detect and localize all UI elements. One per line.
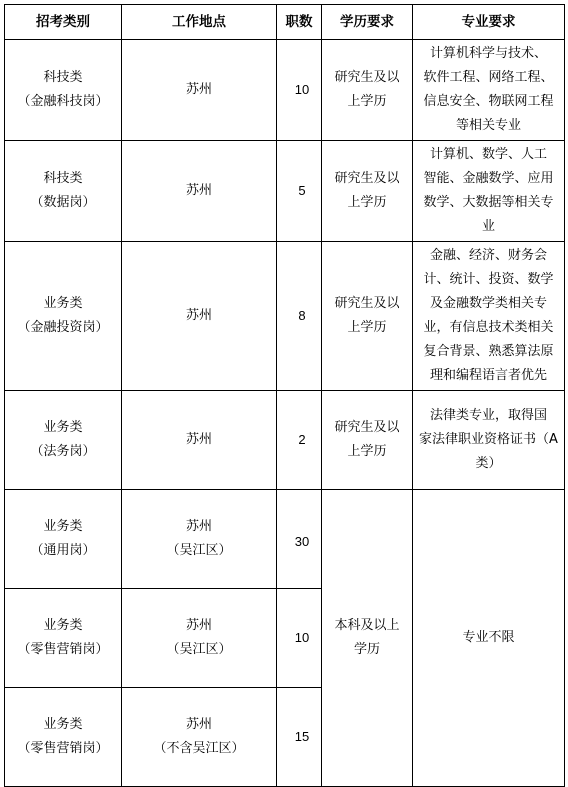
category-line: （零售营销岗）: [17, 741, 109, 756]
category-line: （金融科技岗）: [17, 94, 109, 109]
major-line: 家法律职业资格证书（A: [419, 432, 558, 447]
location-cell: [122, 391, 277, 490]
education-line: 研究生及以: [334, 70, 400, 85]
major-line: 信息安全、物联网工程: [423, 94, 554, 109]
major-cell: [413, 40, 565, 141]
category-cell: [5, 589, 122, 688]
table-row: [5, 242, 565, 391]
header-major: 专业要求: [413, 5, 565, 40]
major-line: 金融、经济、财务会: [429, 248, 547, 263]
count-value: 10: [294, 630, 310, 645]
major-line: 等相关专业: [455, 118, 521, 133]
major-line: 理和编程语言者优先: [429, 368, 547, 383]
location-line: 苏州: [185, 717, 212, 732]
education-line: 上学历: [347, 195, 387, 210]
major-line: 复合背景、熟悉算法原: [423, 344, 554, 359]
table-row: [5, 391, 565, 490]
major-line: 计算机科学与技术、: [429, 46, 547, 61]
header-count: 职数: [277, 5, 322, 40]
count-value: 15: [294, 729, 310, 744]
category-cell: [5, 141, 122, 242]
major-cell: [413, 242, 565, 391]
major-line: 计算机、数学、人工: [429, 147, 547, 162]
category-line: 科技类: [43, 171, 83, 186]
location-line: 苏州: [185, 308, 212, 323]
location-line: 苏州: [185, 618, 212, 633]
category-cell: [5, 40, 122, 141]
category-line: （法务岗）: [30, 444, 96, 459]
count-value: 8: [298, 308, 306, 323]
major-line: 数学、大数据等相关专: [423, 195, 554, 210]
major-line: 法律类专业，取得国: [429, 408, 547, 423]
count-cell: [277, 141, 322, 242]
major-line: 及金融数学类相关专: [429, 296, 547, 311]
category-cell: [5, 490, 122, 589]
education-cell: [322, 391, 413, 490]
recruitment-table: [4, 4, 565, 787]
location-line: 苏州: [185, 82, 212, 97]
location-cell: [122, 490, 277, 589]
location-line: （不含吴江区）: [153, 741, 245, 756]
major-line: 业: [481, 219, 495, 234]
category-line: （零售营销岗）: [17, 642, 109, 657]
location-cell: [122, 141, 277, 242]
major-line: 专业不限: [462, 630, 515, 645]
location-line: 苏州: [185, 432, 212, 447]
major-cell: [413, 391, 565, 490]
table-row: [5, 490, 565, 589]
major-cell: [413, 141, 565, 242]
category-line: 业务类: [43, 420, 83, 435]
table-row: [5, 141, 565, 242]
header-row: [5, 5, 565, 40]
education-line: 研究生及以: [334, 171, 400, 186]
category-line: （金融投资岗）: [17, 320, 109, 335]
count-value: 30: [294, 534, 310, 549]
location-line: 苏州: [185, 519, 212, 534]
count-cell: [277, 589, 322, 688]
category-line: （数据岗）: [30, 195, 96, 210]
category-line: 业务类: [43, 296, 83, 311]
education-line: 研究生及以: [334, 296, 400, 311]
education-line: 上学历: [347, 320, 387, 335]
education-line: 学历: [353, 642, 380, 657]
education-line: 研究生及以: [334, 420, 400, 435]
location-line: （吴江区）: [166, 642, 232, 657]
category-line: 业务类: [43, 618, 83, 633]
count-cell: [277, 391, 322, 490]
count-cell: [277, 688, 322, 787]
count-value: 10: [294, 82, 310, 97]
header-location: 工作地点: [122, 5, 277, 40]
education-cell: [322, 40, 413, 141]
category-cell: [5, 391, 122, 490]
count-value: 2: [298, 432, 306, 447]
education-line: 上学历: [347, 94, 387, 109]
category-line: 业务类: [43, 519, 83, 534]
major-line: 计、统计、投资、数学: [423, 272, 554, 287]
category-cell: [5, 688, 122, 787]
table-row: [5, 40, 565, 141]
location-cell: [122, 688, 277, 787]
major-cell-merged: [413, 490, 565, 787]
location-cell: [122, 242, 277, 391]
major-line: 软件工程、网络工程、: [423, 70, 554, 85]
category-cell: [5, 242, 122, 391]
header-category: 招考类别: [5, 5, 122, 40]
education-cell: [322, 141, 413, 242]
count-cell: [277, 40, 322, 141]
category-line: 业务类: [43, 717, 83, 732]
location-cell: [122, 589, 277, 688]
location-line: 苏州: [185, 183, 212, 198]
location-cell: [122, 40, 277, 141]
category-line: （通用岗）: [30, 543, 96, 558]
location-line: （吴江区）: [166, 543, 232, 558]
count-value: 5: [298, 183, 306, 198]
education-line: 本科及以上: [334, 618, 400, 633]
count-cell: [277, 242, 322, 391]
education-cell: [322, 242, 413, 391]
category-line: 科技类: [43, 70, 83, 85]
major-line: 业，有信息技术类相关: [423, 320, 554, 335]
major-line: 类）: [475, 456, 502, 471]
header-education: 学历要求: [322, 5, 413, 40]
major-line: 智能、金融数学、应用: [423, 171, 554, 186]
count-cell: [277, 490, 322, 589]
education-cell-merged: [322, 490, 413, 787]
education-line: 上学历: [347, 444, 387, 459]
